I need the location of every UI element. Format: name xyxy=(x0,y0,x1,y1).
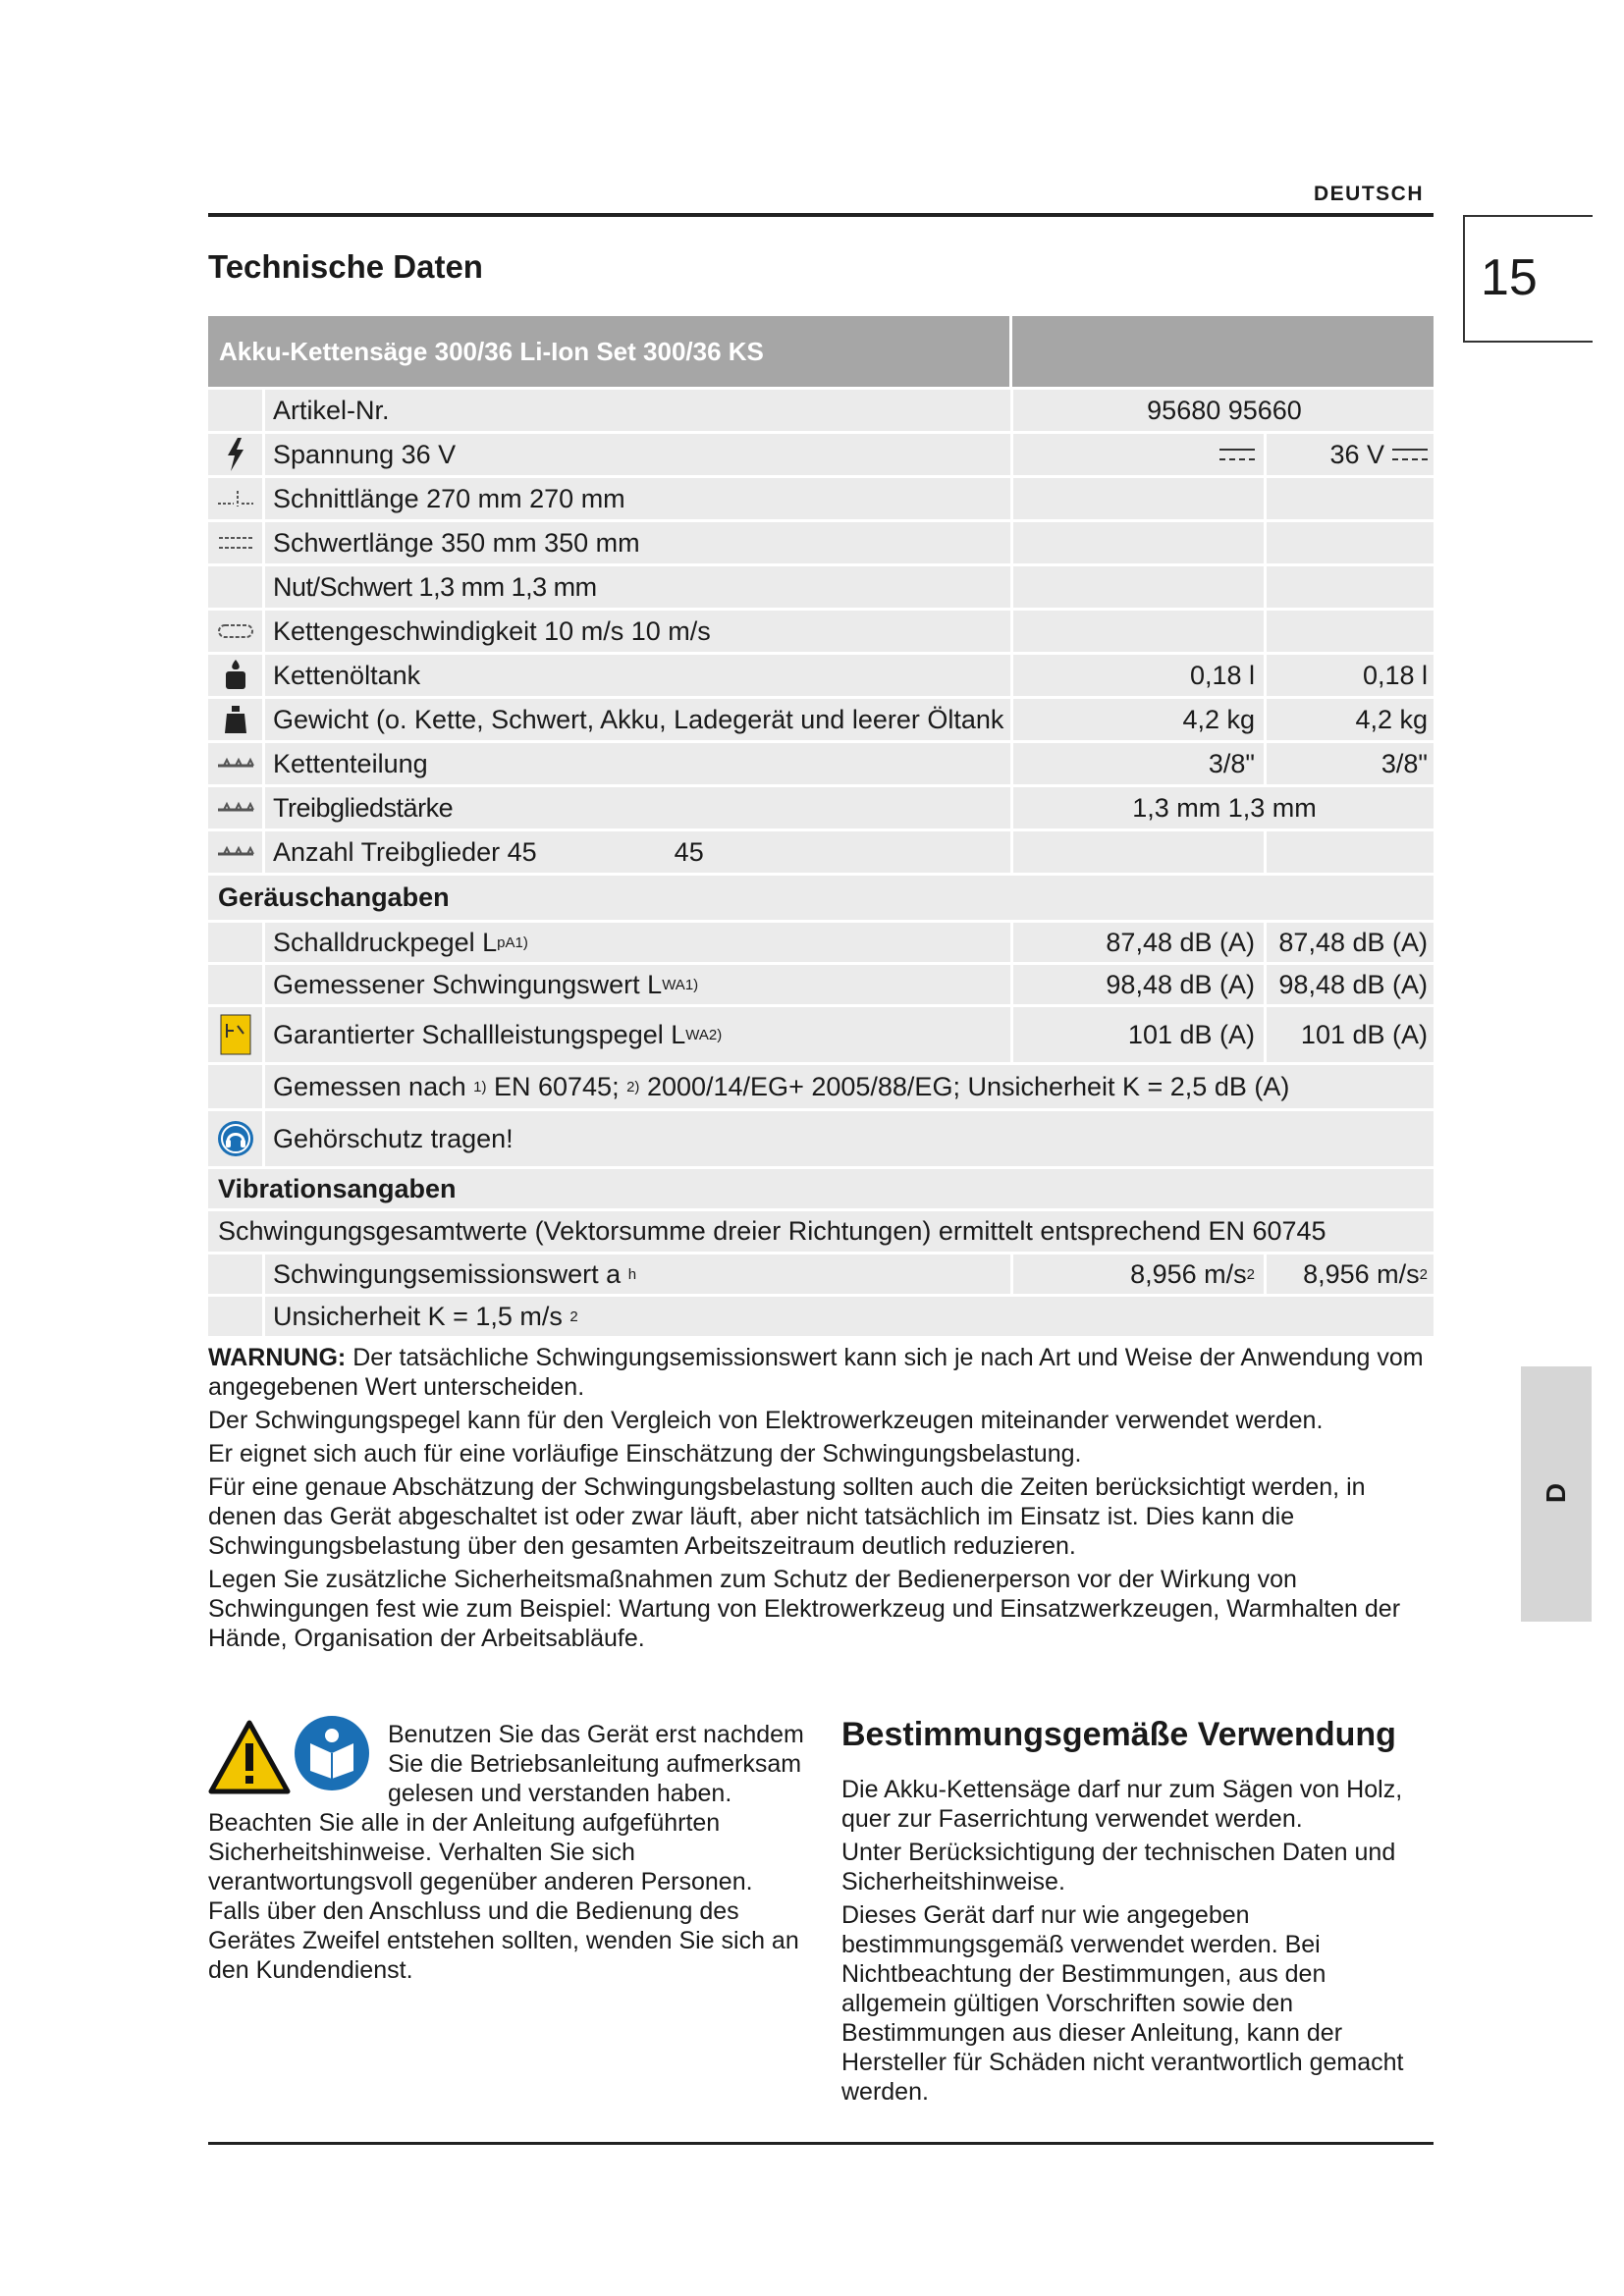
voltage-value: 36 V xyxy=(1329,439,1384,469)
measured-post: 2000/14/EG+ 2005/88/EG; Unsicherheit K = 2,5 dB (A) xyxy=(646,1071,1290,1101)
safety-p1: Beachten Sie alle in der Anleitung aufgeführten Sicherheitshinweise. Verhalten Sie sich verantwortungsvoll gegenüber anderen Personen. xyxy=(208,1809,753,1896)
bar-length-icon xyxy=(208,522,265,563)
row-value-1: 87,48 dB (A) xyxy=(1013,923,1267,962)
row-label: Nut/Schwert 1,3 mm 1,3 mm xyxy=(265,566,1013,608)
table-row xyxy=(208,699,1434,743)
page-number: 15 xyxy=(1481,249,1538,306)
vib-value: 8,956 m/s xyxy=(1130,1258,1247,1289)
row-value-1 xyxy=(1013,478,1267,519)
vibration-section-title: Vibrationsangaben xyxy=(208,1169,1434,1211)
table-row xyxy=(208,478,1434,522)
intended-use-text xyxy=(841,1775,1431,2110)
tech-data-table xyxy=(208,316,1434,1339)
row-label: Treibgliedstärke xyxy=(265,787,1013,828)
vib-value: 8,956 m/s xyxy=(1303,1258,1420,1289)
row-label xyxy=(265,923,1013,962)
table-header xyxy=(208,316,1434,390)
label-text: Gemessener Schwingungswert L xyxy=(273,969,663,999)
ear-protection-icon xyxy=(208,1111,265,1166)
intended-use-title: Bestimmungsgemäße Verwendung xyxy=(841,1716,1396,1753)
subscript: WA xyxy=(662,976,685,993)
row-value: 1,3 mm 1,3 mm xyxy=(1132,792,1317,823)
warning-p4: Für eine genaue Abschätzung der Schwingungsbelastung sollten auch die Zeiten berücksichtigt werden, in denen das Gerät abgeschaltet ist oder zwar läuft, aber nicht tatsächlich im Einsatz ist. Dies kann die Schwingungsbelastung über den gesamten Arbeitszeitraum deutlich reduzieren. xyxy=(208,1473,1366,1560)
row-label xyxy=(265,965,1013,1004)
row-value: 95680 95660 xyxy=(1147,395,1302,425)
empty-icon-cell xyxy=(208,923,265,962)
superscript: 2) xyxy=(626,1078,640,1095)
row-label xyxy=(265,1255,1013,1294)
warning-block xyxy=(208,1343,1426,1657)
row-value-1 xyxy=(1013,831,1267,873)
header-empty-cell xyxy=(1012,316,1434,387)
row-value-1 xyxy=(1013,522,1267,563)
row-label-text: Anzahl Treibglieder 45 xyxy=(273,836,537,867)
table-row xyxy=(208,611,1434,655)
empty-icon-cell xyxy=(208,1297,265,1336)
table-row xyxy=(208,655,1434,699)
row-value-2 xyxy=(1267,434,1434,475)
row-value-2: 0,18 l xyxy=(1362,660,1428,690)
table-row xyxy=(208,1007,1434,1065)
measured-mid: EN 60745; xyxy=(493,1071,620,1101)
row-label: Kettengeschwindigkeit 10 m/s 10 m/s xyxy=(265,611,1013,652)
label-text: Schwingungsemissionswert a xyxy=(273,1258,622,1289)
chain-icon xyxy=(208,743,265,784)
row-value-2: 98,48 dB (A) xyxy=(1278,969,1428,999)
weight-icon xyxy=(208,699,265,740)
row-value-1: 98,48 dB (A) xyxy=(1013,965,1267,1004)
section-title: Technische Daten xyxy=(208,248,483,285)
intended-use-p2: Unter Berücksichtigung der technischen Daten und Sicherheitshinweise. xyxy=(841,1839,1396,1896)
table-row xyxy=(208,434,1434,478)
language-tab-letter: D xyxy=(1541,1482,1571,1504)
superscript: 2 xyxy=(569,1308,578,1325)
uncertainty xyxy=(265,1297,1434,1336)
row-label xyxy=(265,831,1013,873)
row-value-2 xyxy=(1267,1255,1434,1294)
superscript: 1) xyxy=(514,934,528,951)
row-value-2: 101 dB (A) xyxy=(1300,1019,1428,1049)
read-manual-icon xyxy=(293,1714,371,1797)
row-label xyxy=(265,1007,1013,1062)
row-value-1: 0,18 l xyxy=(1013,655,1267,696)
row-value-2 xyxy=(1267,522,1434,563)
row-label: Kettenteilung xyxy=(265,743,1013,784)
table-row xyxy=(208,522,1434,566)
warning-text: Der tatsächliche Schwingungsemissionswert kann sich je nach Art und Weise der Anwendung vom angegebenen Wert unterscheiden. xyxy=(208,1344,1424,1401)
language-label: DEUTSCH xyxy=(1313,183,1424,205)
row-value-2 xyxy=(1267,611,1434,652)
vibration-description: Schwingungsgesamtwerte (Vektorsumme dreier Richtungen) ermittelt entsprechend EN 60745 xyxy=(218,1216,1326,1246)
row-value-1 xyxy=(1013,1255,1267,1294)
table-row xyxy=(208,831,1434,876)
table-row xyxy=(208,965,1434,1007)
product-name: Akku-Kettensäge 300/36 Li-Ion Set 300/36 KS xyxy=(208,316,1012,387)
chain-speed-icon xyxy=(208,611,265,652)
superscript: 2) xyxy=(708,1026,723,1043)
safety-p2: Falls über den Anschluss und die Bedienung des Gerätes Zweifel entstehen sollten, wenden Sie sich an den Kundendienst. xyxy=(208,1897,799,1984)
row-label-extra: 45 xyxy=(674,836,704,867)
measured-pre: Gemessen nach xyxy=(273,1071,466,1101)
table-row xyxy=(208,566,1434,611)
intended-use-p1: Die Akku-Kettensäge darf nur zum Sägen von Holz, quer zur Faserrichtung verwendet werden. xyxy=(841,1776,1403,1833)
table-row xyxy=(208,787,1434,831)
empty-icon-cell xyxy=(208,390,265,431)
measured-standard xyxy=(265,1065,1434,1108)
row-value-2 xyxy=(1267,478,1434,519)
safety-text xyxy=(208,1808,807,1985)
warning-p5: Legen Sie zusätzliche Sicherheitsmaßnahmen zum Schutz der Bedienerperson vor der Wirkung von Schwingungen fest wie zum Beispiel: Wartung von Elektrowerkzeug und Einsatzwerkzeugen, Warmhalten der Hände, Organisation der Arbeitsabläufe. xyxy=(208,1566,1401,1652)
superscript: 2 xyxy=(1246,1265,1255,1283)
warning-p3: Er eignet sich auch für eine vorläufige Einschätzung der Schwingungsbelastung. xyxy=(208,1440,1082,1468)
chain-icon xyxy=(208,831,265,873)
row-value-2: 3/8" xyxy=(1380,748,1428,778)
subscript: pA xyxy=(497,934,515,951)
row-value-2: 4,2 kg xyxy=(1355,704,1428,734)
subscript: WA xyxy=(685,1026,709,1043)
intended-use-p3: Dieses Gerät darf nur wie angegeben bestimmungsgemäß verwendet werden. Bei Nichtbeachtung der Bestimmungen, aus den allgemein gültigen Vorschriften sowie den Bestimmungen aus dieser Anleitung, kann der Hersteller für Schäden nicht verantwortlich gemacht werden. xyxy=(841,1901,1404,2106)
row-value-2 xyxy=(1267,831,1434,873)
row-value-1 xyxy=(1013,611,1267,652)
superscript: 1) xyxy=(684,976,699,993)
warning-p2: Der Schwingungspegel kann für den Vergleich von Elektrowerkzeugen miteinander verwendet werden. xyxy=(208,1407,1324,1434)
dc-symbol-icon xyxy=(1392,449,1428,460)
chain-icon xyxy=(208,787,265,828)
row-value-2: 87,48 dB (A) xyxy=(1278,927,1428,957)
table-row xyxy=(208,1211,1434,1255)
subscript: h xyxy=(627,1265,637,1283)
table-row xyxy=(208,1255,1434,1297)
row-label: Artikel-Nr. xyxy=(265,390,1013,431)
label-text: Unsicherheit K = 1,5 m/s xyxy=(273,1301,563,1331)
cut-length-icon xyxy=(208,478,265,519)
row-value-1: 4,2 kg xyxy=(1013,699,1267,740)
oil-tank-icon xyxy=(208,655,265,696)
warning-lead: WARNUNG: xyxy=(208,1344,347,1371)
lightning-icon xyxy=(208,434,265,475)
table-row xyxy=(208,923,1434,965)
row-value-1 xyxy=(1013,434,1267,475)
row-label: Gewicht (o. Kette, Schwert, Akku, Ladegerät und leerer Öltank xyxy=(265,699,1013,740)
row-value-2 xyxy=(1267,566,1434,608)
table-row xyxy=(208,1111,1434,1169)
row-label: Schwertlänge 350 mm 350 mm xyxy=(265,522,1013,563)
row-value-1 xyxy=(1013,566,1267,608)
label-text: Schalldruckpegel L xyxy=(273,927,498,957)
empty-icon-cell xyxy=(208,1255,265,1294)
row-label: Spannung 36 V xyxy=(265,434,1013,475)
sound-power-icon xyxy=(208,1007,265,1062)
row-value-1: 101 dB (A) xyxy=(1013,1007,1267,1062)
superscript: 1) xyxy=(473,1078,487,1095)
noise-section-title: Geräuschangaben xyxy=(208,876,1434,923)
manual-intro-text: Benutzen Sie das Gerät erst nachdem Sie die Betriebsanleitung aufmerksam gelesen und verstanden haben. xyxy=(388,1721,804,1807)
row-value-1: 3/8" xyxy=(1013,743,1267,784)
row-label: Schnittlänge 270 mm 270 mm xyxy=(265,478,1013,519)
warning-p1 xyxy=(208,1343,1426,1402)
superscript: 2 xyxy=(1419,1265,1428,1283)
row-label: Kettenöltank xyxy=(265,655,1013,696)
ear-protection-text: Gehörschutz tragen! xyxy=(273,1123,514,1153)
empty-icon-cell xyxy=(208,965,265,1004)
table-row xyxy=(208,1065,1434,1111)
table-row xyxy=(208,390,1434,434)
table-row xyxy=(208,743,1434,787)
empty-icon-cell xyxy=(208,566,265,608)
bottom-divider xyxy=(208,2142,1434,2145)
empty-icon-cell xyxy=(208,1065,265,1108)
table-row xyxy=(208,1297,1434,1339)
top-divider xyxy=(208,213,1434,217)
dc-symbol-icon xyxy=(1219,449,1255,460)
warning-triangle-icon xyxy=(208,1720,291,1799)
label-text: Garantierter Schallleistungspegel L xyxy=(273,1019,686,1049)
